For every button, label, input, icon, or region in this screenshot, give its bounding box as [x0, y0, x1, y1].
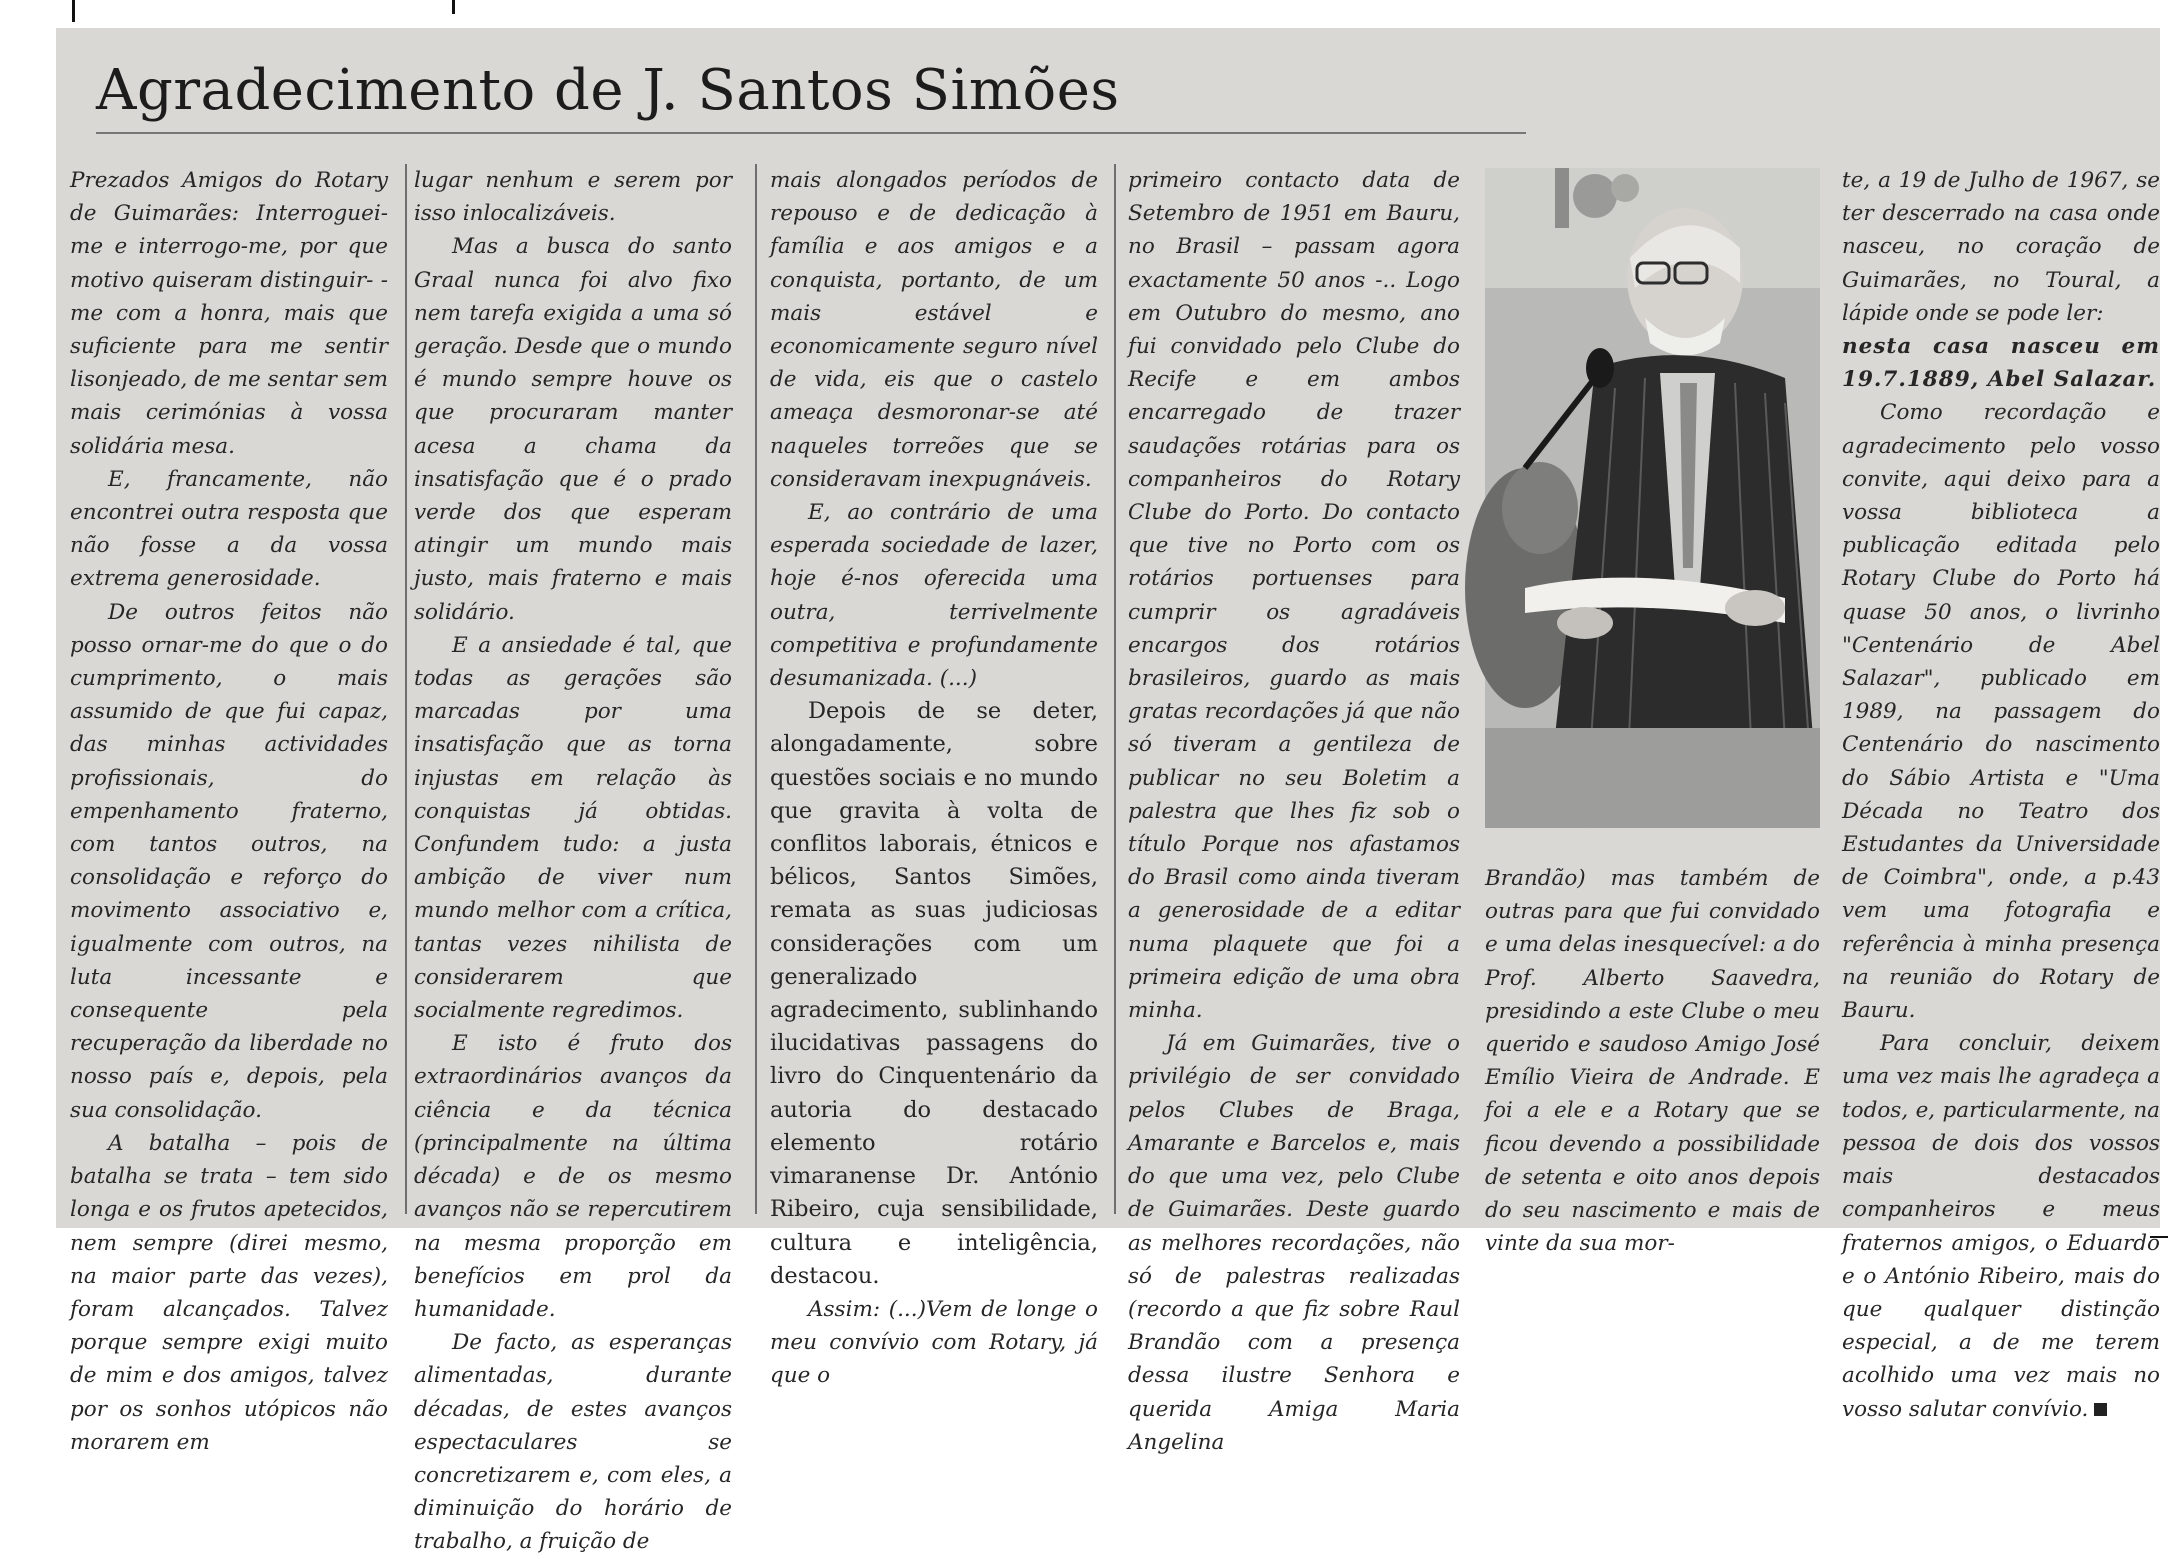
closing-paragraph-text: Para concluir, deixem uma vez mais lhe agradeça a todos, e, particularmente, na pessoa de dois dos vossos mais destacados companheiros e meus fraternos amigos, o Eduardo e o António Ribeiro, mais do que qualquer distinção especial, a de me terem acolhido uma vez mais no vosso salutar convívio.	[1842, 1031, 2160, 1422]
scan-edge-mark	[72, 0, 75, 22]
paragraph: A batalha – pois de batalha se trata – tem sido longa e os frutos apetecidos, nem sempre (direi mesmo, na maior parte das vezes), foram alcançados. Talvez porque sempre exigi muito de mim e dos amigos, talvez por os sonhos utópicos não morarem em	[70, 1130, 388, 1455]
column-rule	[755, 164, 757, 1214]
article-headline: Agradecimento de J. Santos Simões	[96, 58, 1120, 123]
narration-paragraph: Depois de se deter, alongadamente, sobre questões sociais e no mundo que gravita à volta de conflitos laborais, étnicos e bélicos, Santos Simões, remata as suas judiciosas considerações com um generalizado agradecimento, sublinhando ilucidativas passagens do livro do Cinquentenário da autoria do destacado elemento rotário vimaranense Dr. António Ribeiro, cuja sensibilidade, cultura e inteligência, destacou.	[770, 698, 1098, 1289]
paragraph: Como recordação e agradecimento pelo vosso convite, aqui deixo para a vossa biblioteca a publicação editada pelo Rotary Clube do Porto há quase 50 anos, o livrinho "Centenário de Abel Salazar", publicado em 1989, na passagem do Centenário do nascimento do Sábio Artista e "Uma Década no Teatro dos Estudantes da Universidade de Coimbra", onde, a p.43 vem uma fotografia e referência à minha presença na reunião do Rotary de Bauru.	[1842, 400, 2160, 1024]
article-column-4	[1128, 164, 1460, 1455]
article-column-1	[70, 164, 388, 1455]
paragraph: Mas a busca do santo Graal nunca foi alvo fixo nem tarefa exigida a uma só geração. Desde que o mundo é mundo sempre houve os que procuraram manter acesa a chama da insatisfação que é o prado verde dos que esperam atingir um mundo mais justo, mais fraterno e mais solidário.	[414, 234, 732, 625]
paragraph: te, a 19 de Julho de 1967, se ter descerrado na casa onde nasceu, no coração de Guimarães, no Toural, a lápide onde se pode ler:	[1842, 168, 2160, 326]
paragraph: De outros feitos não posso ornar-me do que o do cumprimento, o mais assumido de que fui capaz, das minhas actividades profissionais, do empenhamento fraterno, com tantos outros, na consolidação e reforço do movimento associativo e, igualmente com outros, na luta incessante e consequente pela recuperação da liberdade no nosso país e, depois, pela sua consolidação.	[70, 599, 388, 1123]
paragraph	[1842, 1027, 2160, 1425]
article-column-3	[770, 164, 1098, 1389]
paragraph: Já em Guimarães, tive o privilégio de ser convidado pelos Clubes de Braga, Amarante e Barcelos e, mais do que uma vez, pelo Clube de Guimarães. Deste guardo as melhores recordações, não só de palestras realizadas (recordo a que fiz sobre Raul Brandão com a presença dessa ilustre Senhora e querida Amiga Maria Angelina	[1128, 1031, 1460, 1455]
column-rule	[1114, 164, 1116, 1214]
headline-rule	[96, 132, 1526, 134]
paragraph: E, ao contrário de uma esperada sociedade de lazer, hoje é-nos oferecida uma outra, terrivelmente competitiva e profundamente desumanizada. (...)	[770, 500, 1098, 692]
paragraph: lugar nenhum e serem por isso inlocalizáveis.	[414, 168, 732, 227]
paragraph: E a ansiedade é tal, que todas as gerações são marcadas por uma insatisfação que as torna injustas em relação às conquistas já obtidas. Confundem tudo: a justa ambição de viver num mundo melhor com a crítica, tantas vezes nihilista de considerarem que socialmente regredimos.	[414, 632, 732, 1024]
column-rule	[405, 164, 407, 1214]
end-of-article-mark	[2094, 1403, 2107, 1416]
newspaper-clipping	[56, 28, 2160, 1555]
paragraph: Assim: (...)Vem de longe o meu convívio com Rotary, já que o	[770, 1296, 1098, 1389]
speaker-photo	[1485, 168, 1820, 828]
paragraph: E isto é fruto dos extraordinários avanços da ciência e da técnica (principalmente na última década) e de os mesmo avanços não se repercutirem na mesma proporção em benefícios em prol da humanidade.	[414, 1031, 732, 1322]
scan-edge-mark	[452, 0, 455, 14]
article-column-5	[1485, 862, 1820, 1257]
plaque-inscription: nesta casa nasceu em 19.7.1889, Abel Salazar.	[1842, 334, 2160, 393]
paragraph: E, francamente, não encontrei outra resposta que não fosse a da vossa extrema generosidade.	[70, 466, 388, 592]
paragraph: De facto, as esperanças alimentadas, durante décadas, de estes avanços espectaculares se concretizarem e, com eles, a diminuição do horário de trabalho, a fruição de	[414, 1330, 732, 1555]
paragraph: Prezados Amigos do Rotary de Guimarães: Interroguei-me e interrogo-me, por que motivo quiseram distinguir- -me com a honra, mais que suficiente para me sentir lisonjeado, de me sentar sem mais cerimónias à vossa solidária mesa.	[70, 168, 388, 459]
article-column-6	[1842, 164, 2160, 1422]
article-column-2	[414, 164, 732, 1555]
paragraph: mais alongados períodos de repouso e de dedicação à família e aos amigos e a conquista, portanto, de um mais estável e economicamente seguro nível de vida, eis que o castelo ameaça desmoronar-se até naqueles torreões que se consideravam inexpugnáveis.	[770, 168, 1098, 492]
paragraph: Brandão) mas também de outras para que fui convidado e uma delas inesquecível: a do Prof. Alberto Saavedra, presidindo a este Clube o meu querido e saudoso Amigo José Emílio Vieira de Andrade. E foi a ele e a Rotary que se ficou devendo a possibilidade de setenta e oito anos depois do seu nascimento e mais de vinte da sua mor-	[1485, 866, 1820, 1257]
paragraph: primeiro contacto data de Setembro de 1951 em Bauru, no Brasil – passam agora exactamente 50 anos -.. Logo em Outubro do mesmo, ano fui convidado pelo Clube do Recife e em ambos encarregado de trazer saudações rotárias para os companheiros do Rotary Clube do Porto. Do contacto que tive no Porto com os rotários portuenses para cumprir os agradáveis encargos dos rotários brasileiros, guardo as mais gratas recordações já que não só tiveram a gentileza de publicar no seu Boletim a palestra que lhes fiz sob o título Porque nos afastamos do Brasil como ainda tiveram a generosidade de a editar numa plaquete que foi a primeira edição de uma obra minha.	[1128, 168, 1460, 1024]
